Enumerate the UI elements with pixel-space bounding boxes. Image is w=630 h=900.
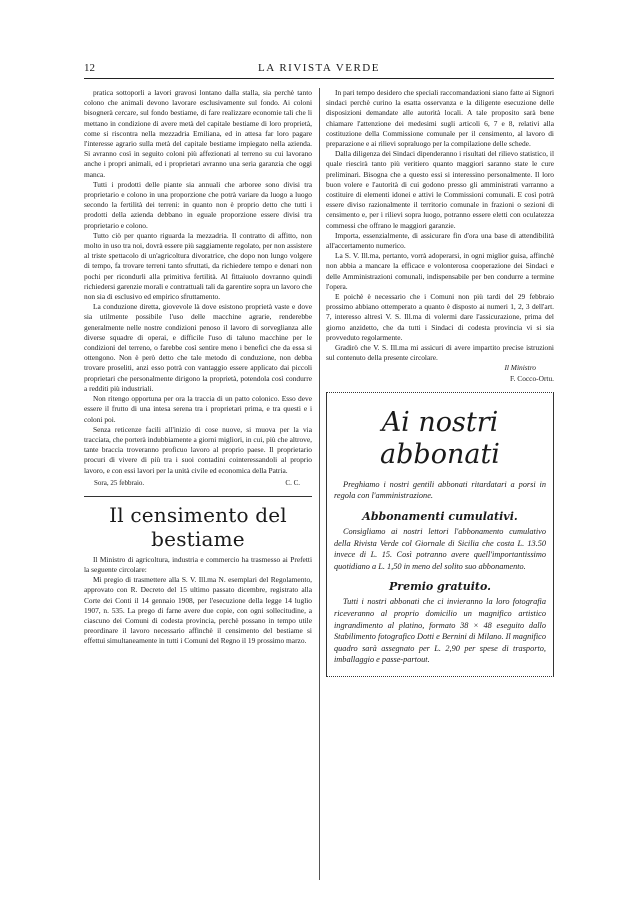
minister-name: F. Cocco-Ortu. <box>510 373 554 383</box>
subscribers-notice-box <box>326 392 554 677</box>
article-paragraph: Tutti i prodotti delle piante sia annuali che arboree sono divisi tra proprietario e colono in una proporzione che potrà variare da luogo a luogo secondo la fertilità dei terreni: in quanto non è proprio detto che tutti i prodotti della azienda debbano in eguale proporzione essere divisi tra proprietario e colono. <box>84 179 312 230</box>
article-signoff <box>84 478 312 488</box>
notice-title: Ai nostri abbonati <box>380 406 500 470</box>
minister-signature <box>326 363 554 383</box>
journal-title: LA RIVISTA VERDE <box>258 62 380 74</box>
column-divider <box>319 88 320 880</box>
circular-paragraph: Gradirò che V. S. Ill.ma mi assicuri di avere impartito precise istruzioni sul contenuto della presente circolare. <box>326 343 554 363</box>
article-paragraph: Tutto ciò per quanto riguarda la mezzadria. Il contratto di affitto, non molto in uso tra noi, dovrà essere più saggiamente regolato, per non assistere al triste spettacolo di un'agricoltura divoratrice, che dopo non lungo volgere di tempo, fa trovare terreni tanto sfruttati, da richiedere tempo e denari non pochi per ricondurli alla primitiva fertilità. Al fittaiuolo dovranno quindi richiedersi garenzie morali e contrattuali tali da garentire sopra un lavoro che non sia di esclusivo ed empirico sfruttamento. <box>84 230 312 302</box>
section-paragraph: Mi pregio di trasmettere alla S. V. Ill.ma N. esemplari del Regolamento, approvato con R. Decreto del 15 ultimo passato dicembre, registrato alla Corte dei Conti il 14 gennaio 1908, per l'esecuzione della legge 14 luglio 1907, n. 535. La prego di farne avere due copie, con ogni sollecitudine, a ciascuno dei Comuni di codesta provincia, perchè possano in tempo utile preordinare il lavoro necessario affinchè il censimento del bestiame si effettui simultaneamente in tutti i Comuni del Regno il 19 prossimo marzo. <box>84 575 312 646</box>
page-number: 12 <box>84 62 95 74</box>
circular-paragraph: Dalla diligenza dei Sindaci dipenderanno i risultati del rilievo statistico, il quale riescirà tanto più veritiero quanto maggiori saranno state le cure preliminari. Bisogna che a questo essi si interessino personalmente. Il loro buon volere e l'autorità di cui godono presso gli amministrati varranno a costituire di elementi idonei e attivi le Commissioni comunali. E così potrà essere diviso razionalmente il territorio comunale in frazioni o sezioni di censimento e, per i rilievi sopra luogo, potranno essere eletti con oculatezza commessi che offrano le maggiori garanzie. <box>326 149 554 230</box>
left-column <box>84 88 312 647</box>
section-rule <box>84 496 312 497</box>
minister-title: Il Ministro <box>504 363 536 373</box>
subscription-heading: Abbonamenti cumulativi. <box>362 510 518 524</box>
section-title: Il censimento del bestiame <box>109 502 287 551</box>
subscription-text: Consigliamo ai nostri lettori l'abbonamento cumulativo della Rivista Verde col Giornale di Sicilia che costa L. 13.50 invece di L. 15. Così potranno avere quell'importantissimo quotidiano a L. 1,50 in meno del solito suo abbonamento. <box>334 527 546 571</box>
article-paragraph: La conduzione diretta, giovevole là dove esistono proprietà vaste e dove sia utilmente possibile l'uso delle macchine agrarie, renderebbe generalmente nelle nostre condizioni penoso il lavoro di sorveglianza alle diverse squadre di operai, e difficile l'uso di taluno macchine per le condizioni del terreno, o farebbe così sentire meno i benefici che da essa si ottengono. Non è però detto che tale metodo di conduzione, non debba trovare proseliti, anzi esso potrà con vantaggio essere applicato dai piccoli proprietari che personalmente dirigono la proprietà, potendola così condurre a redditi più industriali. <box>84 302 312 393</box>
circular-paragraph: La S. V. Ill.ma, pertanto, vorrà adoperarsi, in ogni miglior guisa, affinchè non abbia a mancare la efficace e volonterosa cooperazione dei Sindaci e delle Amministrazioni comunali, indispensabile per ben condurre a termine l'opera. <box>326 251 554 291</box>
article-paragraph: pratica sottoporli a lavori gravosi lontano dalla stalla, sia perchè tanto colono che animali devono lavorare esclusivamente sul fondo. Ai coloni bisognerà cercare, sul fondo bestiame, di fare realizzare economie tali che li mettano in condizione di avere metà del capitale bestiame di loro proprietà, come si riscontra nella mezzadria Emiliana, ed in attesa far loro pagare l'interesse agrario sulla metà del capitale bestiame impiegato nella azienda. Si avranno così in seguito coloni più affezionati al terreno su cui lavorano anche i propri animali, ed i proprietari avranno una seria garanzia che oggi manca. <box>84 88 312 179</box>
running-head <box>84 62 554 76</box>
section-paragraph: Il Ministro di agricoltura, industria e commercio ha trasmesso ai Prefetti la seguente circolare: <box>84 554 312 574</box>
prize-heading: Premio gratuito. <box>389 580 491 594</box>
right-column <box>326 88 554 677</box>
article-paragraph: Senza reticenze facili all'inizio di cose nuove, si muova per la via tracciata, che porterà indubbiamente a giorni migliori, in cui, più che altrove, tante braccia troveranno proficuo lavoro al proprio paese. Il proprietario procuri di vivere di più tra i suoi contadini cointeressandoli al proprio lavoro, e con essi lavori per la unità civile ed economica della Patria. <box>84 424 312 475</box>
circular-paragraph: In pari tempo desidero che speciali raccomandazioni siano fatte ai Signori sindaci perchè curino la esatta osservanza e la diligente esecuzione delle disposizioni demandate alle autorità locali. A tale proposito sarà bene chiamare l'attenzione dei medesimi sugli articoli 6, 7 e 8, relativi alla costituzione della Commissione comunale per il censimento, al lavoro di preparazione e ai rilievi sopraluogo per la compilazione delle schede. <box>326 88 554 149</box>
signoff-place: Sora, 25 febbraio. <box>94 478 145 487</box>
circular-paragraph: E poichè è necessario che i Comuni non più tardi del 29 febbraio prossimo abbiano ottemperato a quanto è disposto ai numeri 1, 2, 3 dell'art. 7, interesso altresì V. S. Ill.ma di volermi dare l'assicurazione, prima del giorno anzidetto, che da tutti i Sindaci di codesta provincia vi si sia provveduto regolarmente. <box>326 292 554 342</box>
notice-intro: Preghiamo i nostri gentili abbonati ritardatari a porsi in regola con l'amministrazione. <box>334 479 546 501</box>
circular-paragraph: Importa, essenzialmente, di assicurare fin d'ora una base di attendibilità all'accertamento numerico. <box>326 230 554 251</box>
header-rule <box>84 78 554 79</box>
signoff-initials: C. C. <box>285 478 300 487</box>
prize-text: Tutti i nostri abbonati che ci invieranno la loro fotografia riceveranno al proprio domicilio un magnifico artistico ingrandimento al platino, formato 38 × 48 eseguito dallo Stabilimento fotografico Dotti e Bernini di Milano. Il magnifico quadro sarà assegnato per L. 2,90 per spese di trasporto, imballaggio e passe-partout. <box>334 597 546 665</box>
article-paragraph: Non ritengo opportuna per ora la traccia di un patto colonico. Esso deve essere il frutto di una intesa serena tra i proprietari prima, e tra questi e i coloni poi. <box>84 394 312 424</box>
